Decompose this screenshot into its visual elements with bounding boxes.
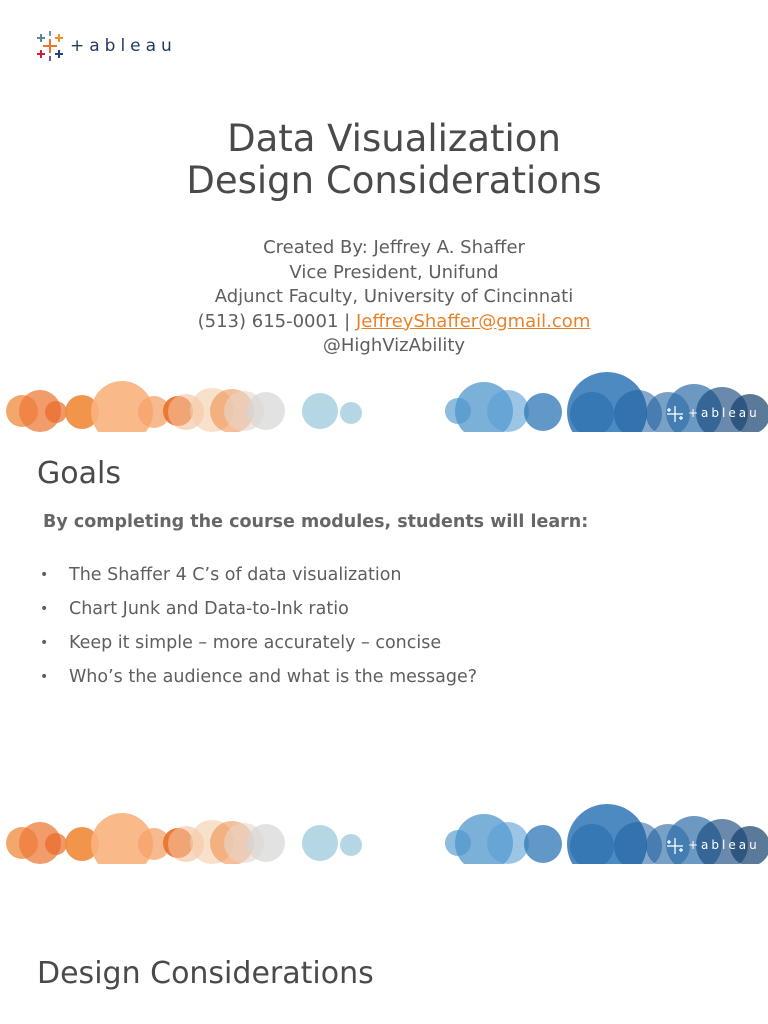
goals-intro: By completing the course modules, students will learn: (43, 512, 589, 532)
band-wordmark: +ableau (688, 838, 760, 852)
decorative-bubble-band (0, 368, 768, 432)
decorative-bubble-band (0, 800, 768, 864)
list-item (40, 631, 477, 665)
bubble-band-graphic (0, 368, 768, 432)
tableau-logo (36, 30, 177, 62)
author-role: Vice President, Unifund (289, 261, 499, 283)
goals-list (40, 563, 477, 699)
list-item-text: The Shaffer 4 C’s of data visualization (69, 565, 402, 585)
bullet-icon: • (40, 635, 49, 651)
title-line-1: Data Visualization (227, 117, 561, 160)
list-item-text: Who’s the audience and what is the message? (69, 667, 478, 687)
bullet-icon: • (40, 669, 49, 685)
band-wordmark: +ableau (688, 406, 760, 420)
bubble-band-graphic (0, 800, 768, 864)
bullet-icon: • (40, 601, 49, 617)
bullet-icon: • (40, 567, 49, 583)
author-credits (0, 236, 768, 359)
list-item (40, 665, 477, 699)
design-considerations-heading: Design Considerations (37, 956, 374, 991)
goals-heading: Goals (37, 456, 121, 491)
tableau-cross-icon (36, 31, 64, 61)
title-line-2: Design Considerations (186, 159, 602, 202)
contact-line (0, 310, 768, 335)
twitter-handle: @HighVizAbility (322, 335, 466, 357)
page-title (0, 118, 768, 202)
list-item-text: Keep it simple – more accurately – concise (69, 633, 442, 653)
created-by: Created By: Jeffrey A. Shaffer (263, 237, 525, 258)
phone-number: (513) 615-0001 | (197, 310, 351, 332)
author-faculty: Adjunct Faculty, University of Cincinnati (214, 286, 574, 308)
logo-wordmark: +ableau (70, 36, 177, 56)
list-item (40, 597, 477, 631)
list-item (40, 563, 477, 597)
email-link[interactable]: JeffreyShaffer@gmail.com (355, 310, 591, 332)
list-item-text: Chart Junk and Data-to-Ink ratio (69, 599, 349, 619)
